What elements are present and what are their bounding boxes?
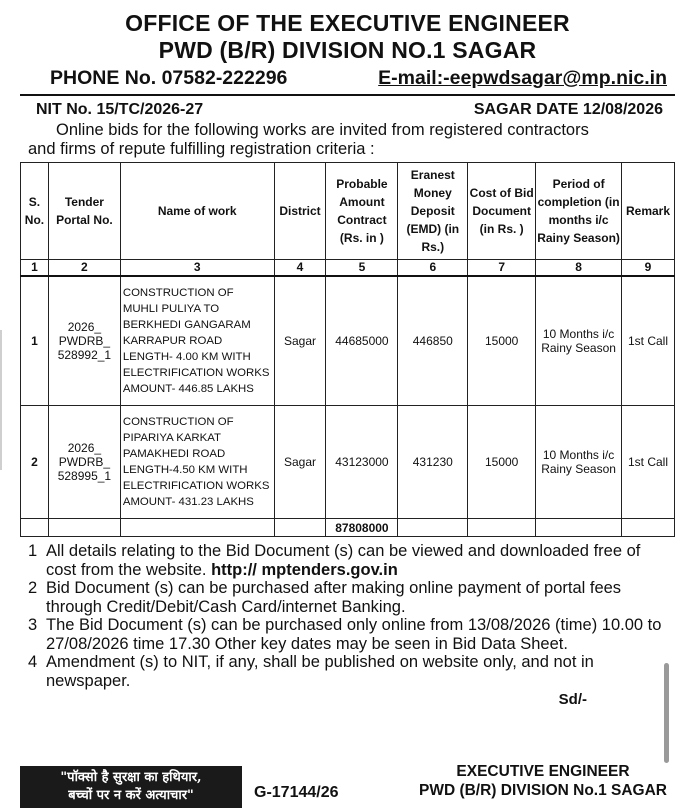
table-row [21, 406, 675, 519]
col-header-remark: Remark [622, 163, 675, 260]
row-cost: 15000 [468, 406, 536, 519]
nit-date: SAGAR DATE 12/08/2026 [473, 101, 663, 118]
nit-number: NIT No. 15/TC/2026-27 [36, 101, 204, 118]
row-period: 10 Months i/c Rainy Season [536, 406, 622, 519]
email-link[interactable]: E-mail:-eepwdsagar@mp.nic.in [378, 67, 667, 89]
list-item: 1 All details relating to the Bid Document (s) can be viewed and downloaded free of cost from the website. http:// mptenders.gov.in [28, 542, 641, 579]
signature-block [419, 762, 667, 800]
website-link[interactable]: http:// mptenders.gov.in [211, 560, 398, 579]
col-header-district: District [274, 163, 326, 260]
row-sno: 2 [21, 406, 49, 519]
col-header-emd: Eranest Money Deposit (EMD) (in Rs.) [398, 163, 468, 260]
intro-text: Online bids for the following works are invited from registered contractors and firms of repute fulfilling registration criteria : [28, 121, 589, 158]
signature-sd: Sd/- [558, 691, 587, 708]
table-row [21, 276, 675, 406]
total-row [21, 519, 675, 537]
contact-line [20, 67, 675, 90]
total-amount: 87808000 [326, 519, 398, 537]
list-item: 4 Amendment (s) to NIT, if any, shall be published on website only, and not in newspaper. [28, 653, 594, 690]
row-cost: 15000 [468, 276, 536, 406]
col-header-cost: Cost of Bid Document (in Rs. ) [468, 163, 536, 260]
signatory-office: PWD (B/R) DIVISION No.1 SAGAR [418, 782, 667, 799]
row-amount: 44685000 [326, 276, 398, 406]
list-item: 3 The Bid Document (s) can be purchased only online from 13/08/2026 (time) 10.00 to 27/08/2026 time 17.30 Other key dates may be seen in Bid Data Sheet. [28, 616, 662, 653]
phone-number: PHONE No. 07582-222296 [50, 67, 288, 89]
row-period: 10 Months i/c Rainy Season [536, 276, 622, 406]
works-table [20, 162, 675, 537]
slogan-box: "पॉक्सो है सुरक्षा का हथियार, बच्चों पर न करें अत्याचार" [20, 766, 242, 808]
list-item: 2 Bid Document (s) can be purchased after making online payment of portal fees through Credit/Debit/Cash Card/internet Banking. [28, 579, 622, 616]
page-edge [0, 330, 2, 470]
footer [20, 762, 675, 810]
row-district: Sagar [274, 276, 326, 406]
row-sno: 1 [21, 276, 49, 406]
table-header-row [21, 163, 675, 260]
row-remark: 1st Call [622, 406, 675, 519]
row-work: CONSTRUCTION OF MUHLI PULIYA TO BERKHEDI GANGARAM KARRAPUR ROAD LENGTH- 4.00 KM WITH ELECTRIFICATION WORKS AMOUNT- 446.85 LAKHS [120, 276, 274, 406]
row-district: Sagar [274, 406, 326, 519]
nit-line [20, 101, 675, 119]
row-portal: 2026_ PWDRB_ 528992_1 [48, 276, 120, 406]
row-work: CONSTRUCTION OF PIPARIYA KARKAT PAMAKHEDI ROAD LENGTH-4.50 KM WITH ELECTRIFICATION WORKS AMOUNT- 431.23 LAKHS [120, 406, 274, 519]
row-amount: 43123000 [326, 406, 398, 519]
g-number: G-17144/26 [254, 784, 339, 801]
col-header-amount: Probable Amount Contract (Rs. in ) [326, 163, 398, 260]
col-header-portal: Tender Portal No. [48, 163, 120, 260]
header-divider [20, 94, 675, 96]
signatory-title: EXECUTIVE ENGINEER [456, 763, 630, 780]
row-portal: 2026_ PWDRB_ 528995_1 [48, 406, 120, 519]
row-emd: 431230 [398, 406, 468, 519]
col-header-sno: S. No. [21, 163, 49, 260]
column-number-row: 1 2 3 4 5 6 7 8 9 [21, 260, 675, 276]
division-title: PWD (B/R) DIVISION NO.1 SAGAR [158, 37, 537, 63]
notes-list [20, 542, 675, 690]
row-emd: 446850 [398, 276, 468, 406]
col-header-work: Name of work [120, 163, 274, 260]
tender-notice [20, 10, 675, 810]
office-title: OFFICE OF THE EXECUTIVE ENGINEER [125, 10, 570, 36]
col-header-period: Period of completion (in months i/c Rainy Season) [536, 163, 622, 260]
scrollbar[interactable] [664, 663, 669, 763]
row-remark: 1st Call [622, 276, 675, 406]
